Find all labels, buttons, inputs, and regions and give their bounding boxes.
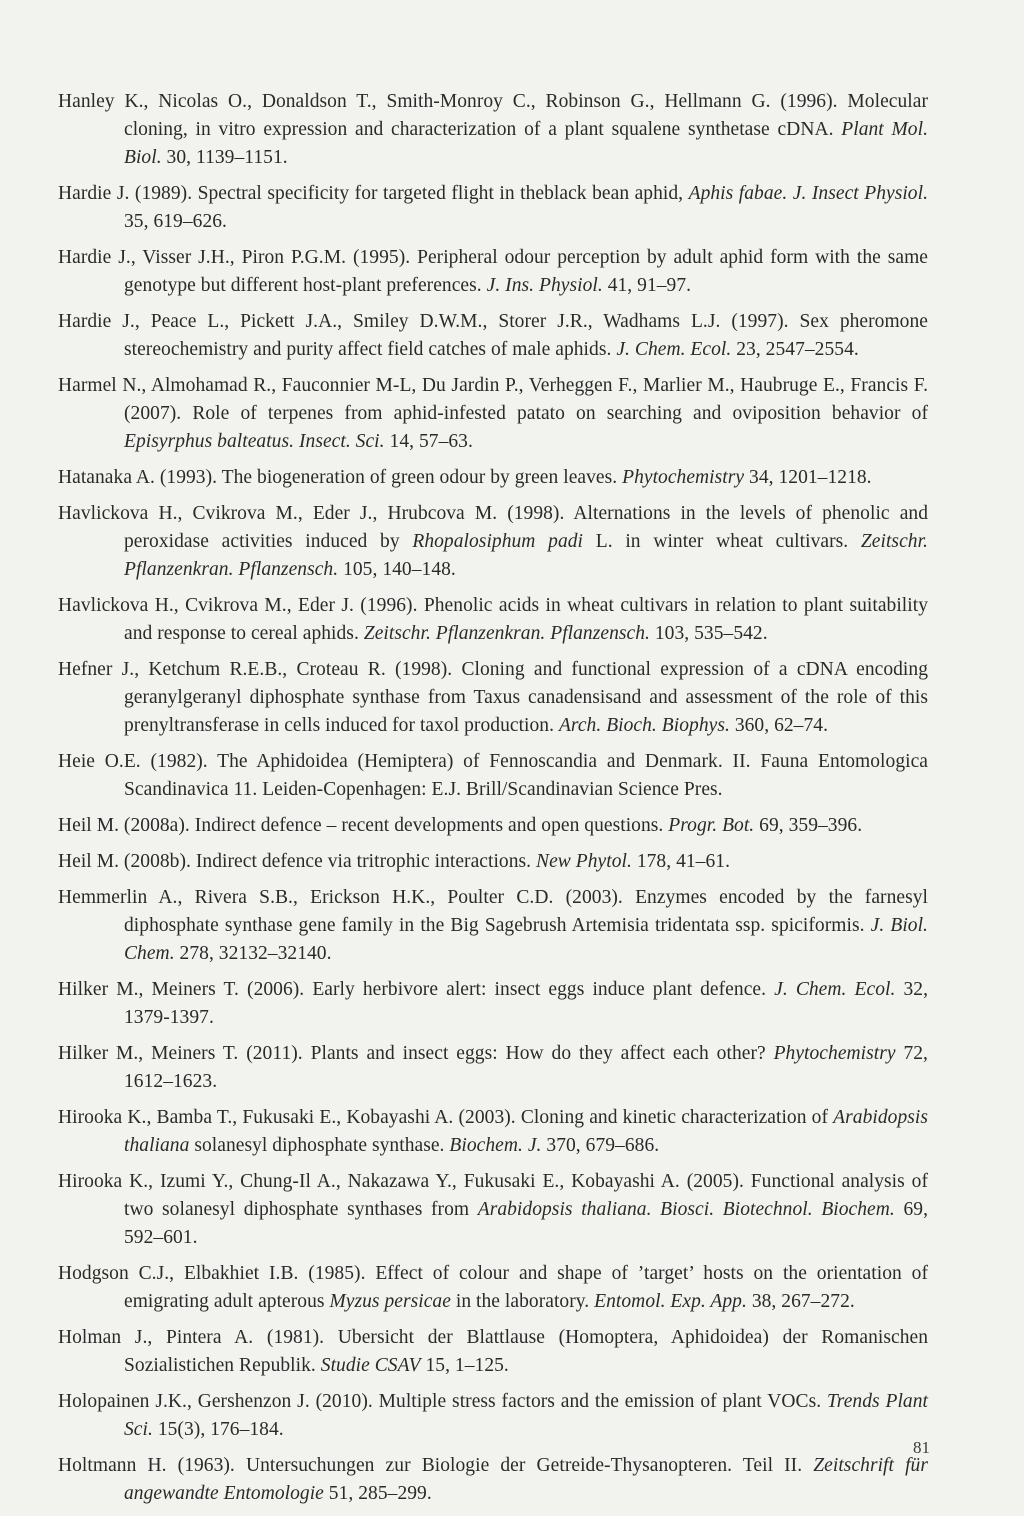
- reference-text: Hardie J., Visser J.H., Piron P.G.M. (1995). Peripheral odour perception by adult aphid form with the same genotype but different host-plant preferences.: [58, 247, 928, 296]
- reference-text: solanesyl diphosphate synthase.: [189, 1135, 450, 1156]
- reference-text: 15(3), 176–184.: [152, 1419, 284, 1440]
- reference-text: 34, 1201–1218.: [744, 467, 872, 488]
- reference-entry: [58, 88, 928, 172]
- reference-italic-text: J. Chem. Ecol.: [616, 339, 732, 360]
- reference-text: Holman J., Pintera A. (1981). Ubersicht der Blattlause (Homoptera, Aphidoidea) der Romanischen Sozialistichen Republik.: [58, 1327, 928, 1376]
- reference-text: 360, 62–74.: [729, 715, 828, 736]
- reference-text: Holtmann H. (1963). Untersuchungen zur Biologie der Getreide-Thysanopteren. Teil II.: [58, 1455, 814, 1476]
- reference-italic-text: Arabidopsis thaliana. Biosci. Biotechnol. Biochem.: [477, 1199, 895, 1220]
- reference-text: Hemmerlin A., Rivera S.B., Erickson H.K., Poulter C.D. (2003). Enzymes encoded by the farnesyl diphosphate synthase gene family in the Big Sagebrush Artemisia tridentata ssp. spiciformis.: [58, 887, 928, 936]
- reference-text: 35, 619–626.: [124, 211, 227, 232]
- reference-italic-text: Phytochemistry: [622, 467, 745, 488]
- reference-entry: [58, 1324, 928, 1380]
- reference-text: L. in winter wheat cultivars.: [583, 531, 861, 552]
- reference-text: 370, 679–686.: [541, 1135, 660, 1156]
- reference-italic-text: Rhopalosiphum padi: [412, 531, 584, 552]
- reference-italic-text: Progr. Bot.: [668, 815, 755, 836]
- reference-text: 15, 1–125.: [420, 1355, 509, 1376]
- reference-entry: [58, 812, 928, 840]
- reference-entry: [58, 748, 928, 804]
- reference-entry: [58, 308, 928, 364]
- reference-italic-text: Plant Mol. Biol.: [124, 119, 928, 168]
- reference-italic-text: Arabidopsis thaliana: [124, 1107, 928, 1156]
- reference-italic-text: Studie CSAV: [320, 1355, 421, 1376]
- reference-text: 69, 592–601.: [124, 1199, 928, 1248]
- reference-text: 51, 285–299.: [323, 1483, 432, 1504]
- reference-italic-text: J. Chem. Ecol.: [774, 979, 896, 1000]
- reference-text: Hardie J., Peace L., Pickett J.A., Smiley D.W.M., Storer J.R., Wadhams L.J. (1997). Sex pheromone stereochemistry and purity affect field catches of male aphids.: [58, 311, 928, 360]
- reference-italic-text: New Phytol.: [536, 851, 632, 872]
- reference-text: Hardie J. (1989). Spectral specificity for targeted flight in theblack bean aphid,: [58, 183, 689, 204]
- reference-italic-text: Phytochemistry: [773, 1043, 896, 1064]
- reference-text: Harmel N., Almohamad R., Fauconnier M-L, Du Jardin P., Verheggen F., Marlier M., Haubruge E., Francis F. (2007). Role of terpenes from aphid-infested patato on searching and oviposition behavior of: [58, 375, 928, 424]
- reference-italic-text: Zeitschrift für angewandte Entomologie: [124, 1455, 928, 1504]
- reference-text: Hilker M., Meiners T. (2011). Plants and insect eggs: How do they affect each other?: [58, 1043, 774, 1064]
- reference-text: 103, 535–542.: [649, 623, 768, 644]
- reference-text: 32, 1379-1397.: [124, 979, 928, 1028]
- reference-entry: [58, 244, 928, 300]
- reference-text: Heil M. (2008b). Indirect defence via tritrophic interactions.: [58, 851, 537, 872]
- reference-text: 14, 57–63.: [384, 431, 473, 452]
- reference-text: 41, 91–97.: [602, 275, 692, 296]
- reference-text: 38, 267–272.: [746, 1291, 855, 1312]
- reference-text: 178, 41–61.: [631, 851, 731, 872]
- reference-entry: [58, 1452, 928, 1508]
- reference-entry: [58, 372, 928, 456]
- reference-italic-text: J. Biol. Chem.: [124, 915, 928, 964]
- reference-entry: [58, 464, 928, 492]
- reference-entry: [58, 976, 928, 1032]
- reference-italic-text: Zeitschr. Pflanzenkran. Pflanzensch.: [363, 623, 650, 644]
- reference-text: Heie O.E. (1982). The Aphidoidea (Hemiptera) of Fennoscandia and Denmark. II. Fauna Entomologica Scandinavica 11. Leiden-Copenhagen: E.J. Brill/Scandinavian Science Pres.: [58, 751, 928, 800]
- reference-text: Heil M. (2008a). Indirect defence – recent developments and open questions.: [58, 815, 669, 836]
- reference-text: 23, 2547–2554.: [731, 339, 859, 360]
- reference-text: Havlickova H., Cvikrova M., Eder J. (1996). Phenolic acids in wheat cultivars in relation to plant suitability and response to cereal aphids.: [58, 595, 928, 644]
- reference-entry: [58, 500, 928, 584]
- reference-text: 105, 140–148.: [338, 559, 456, 580]
- reference-entry: [58, 1104, 928, 1160]
- reference-italic-text: Myzus persicae: [329, 1291, 451, 1312]
- reference-text: Havlickova H., Cvikrova M., Eder J., Hrubcova M. (1998). Alternations in the levels of phenolic and peroxidase activities induced by: [58, 503, 928, 552]
- reference-entry: [58, 180, 928, 236]
- reference-text: 30, 1139–1151.: [161, 147, 288, 168]
- reference-italic-text: Zeitschr. Pflanzenkran. Pflanzensch.: [124, 531, 928, 580]
- reference-entry: [58, 848, 928, 876]
- reference-entry: [58, 884, 928, 968]
- reference-text: Hirooka K., Izumi Y., Chung-Il A., Nakazawa Y., Fukusaki E., Kobayashi A. (2005). Functional analysis of two solanesyl diphosphate synthases from: [58, 1171, 928, 1220]
- reference-entry: [58, 656, 928, 740]
- reference-text: 72, 1612–1623.: [124, 1043, 928, 1092]
- reference-text: Hanley K., Nicolas O., Donaldson T., Smith-Monroy C., Robinson G., Hellmann G. (1996). Molecular cloning, in vitro expression and characterization of a plant squalene synthetase cDNA.: [58, 91, 928, 140]
- reference-text: Hodgson C.J., Elbakhiet I.B. (1985). Effect of colour and shape of ’target’ hosts on the orientation of emigrating adult apterous: [58, 1263, 928, 1312]
- reference-text: in the laboratory.: [450, 1291, 595, 1312]
- page-number: 81: [913, 1438, 930, 1457]
- reference-text: Hirooka K., Bamba T., Fukusaki E., Kobayashi A. (2003). Cloning and kinetic characterization of: [58, 1107, 834, 1128]
- reference-text: Holopainen J.K., Gershenzon J. (2010). Multiple stress factors and the emission of plant VOCs.: [58, 1391, 827, 1412]
- reference-entry: [58, 1388, 928, 1444]
- reference-entry: [58, 592, 928, 648]
- reference-italic-text: Trends Plant Sci.: [124, 1391, 929, 1440]
- reference-italic-text: Episyrphus balteatus. Insect. Sci.: [124, 431, 385, 452]
- reference-text: Hefner J., Ketchum R.E.B., Croteau R. (1998). Cloning and functional expression of a cDNA encoding geranylgeranyl diphosphate synthase from Taxus canadensisand and assessment of the role of this prenyltransferase in cells induced for taxol production.: [58, 659, 928, 736]
- reference-italic-text: Biochem. J.: [449, 1135, 542, 1156]
- reference-text: Hilker M., Meiners T. (2006). Early herbivore alert: insect eggs induce plant defence.: [58, 979, 775, 1000]
- reference-entry: [58, 1040, 928, 1096]
- reference-entry: [58, 1168, 928, 1252]
- reference-text: Hatanaka A. (1993). The biogeneration of green odour by green leaves.: [58, 467, 623, 488]
- reference-text: 278, 32132–32140.: [174, 943, 332, 964]
- reference-entry: [58, 1260, 928, 1316]
- reference-italic-text: Aphis fabae. J. Insect Physiol.: [688, 183, 928, 204]
- reference-list: [58, 88, 928, 1516]
- reference-italic-text: Arch. Bioch. Biophys.: [558, 715, 730, 736]
- reference-text: 69, 359–396.: [754, 815, 863, 836]
- reference-italic-text: Entomol. Exp. App.: [594, 1291, 747, 1312]
- reference-italic-text: J. Ins. Physiol.: [486, 275, 603, 296]
